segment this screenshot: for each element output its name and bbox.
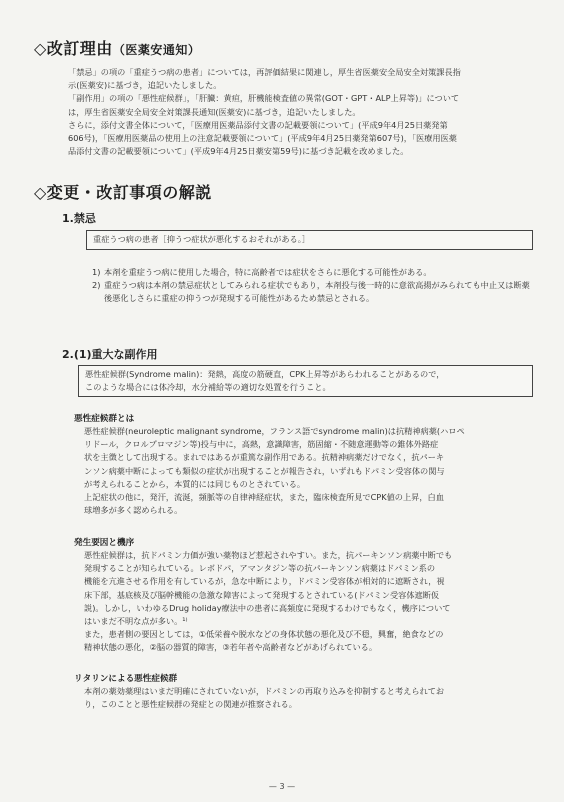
list-item	[92, 266, 532, 279]
text-line: 説)。しかし，いわゆるDrug holiday療法中の患者に高頻度に発現するわけでもなく，機序について	[84, 602, 451, 613]
text-line: はいまだ不明な点が多い。¹⁾	[84, 616, 188, 627]
list-item-text: 本剤を重症うつ病に使用した場合，特に高齢者では症状をさらに悪化する可能性がある。	[104, 267, 432, 277]
text-line: 上記症状の他に，発汗，流涎，頻脈等の自律神経症状，また，臨床検査所見でCPK値の上昇，白血	[84, 492, 444, 503]
change-explanation-title: ◇変更・改訂事項の解説	[34, 183, 212, 202]
text-line: 発現することが知られている。レボドパ，アマンタジン等の抗パーキンソン病薬はドパミン系の	[84, 563, 436, 574]
text-line: 床下部，基底核及び脳幹機能の急激な障害によって発現するとされている(ドパミン受容体遮断仮	[84, 589, 440, 600]
contraindication-items	[92, 266, 532, 306]
text-line: 悪性症候群(Syndrome malin)：発熱，高度の筋硬直，CPK上昇等があらわれることがあるので，	[85, 369, 445, 379]
text-line: 示(医薬安)に基づき，追記いたしました。	[68, 80, 222, 91]
contraindication-box-text: 重症うつ病の患者［抑うつ症状が悪化するおそれがある。］	[93, 234, 310, 244]
adverse-reaction-heading: 2.(1)重大な副作用	[62, 348, 158, 361]
revision-reason-title	[34, 36, 200, 59]
contraindication-box	[86, 230, 533, 250]
list-item-number: 2)	[92, 280, 101, 291]
text-line: 品添付文書の記載要領について」(平成9年4月25日薬安第59号)に基づき記載を改めました。	[68, 146, 409, 157]
text-line: 悪性症候群は，抗ドパミン力価が強い薬物ほど惹起されやすい。また，抗パーキンソン病薬中断でも	[84, 550, 453, 560]
contraindication-heading: 1.禁忌	[62, 212, 96, 225]
revision-reason-body	[68, 66, 528, 158]
text-line: り，このことと悪性症候群の発症との関連が推察される。	[84, 699, 297, 710]
text-line: は，厚生省医薬安全局安全対策課長通知(医薬安)に基づき，追記いたしました。	[68, 106, 361, 117]
cause-body	[84, 549, 534, 655]
list-item-text: 重症うつ病は本剤の禁忌症状としてみられる症状でもあり，本剤投与後一時的に意欲高揚がみられても中止又は断薬後悪化しさらに重症の抑うつが発現する可能性があるため禁忌とされる。	[104, 280, 530, 304]
text-line: 球増多が多く認められる。	[84, 505, 183, 516]
text-line: さらに，添付文書全体について，「医療用医薬品添付文書の記載要領について」(平成9年4月25日薬発第	[68, 119, 448, 130]
ritalin-body	[84, 685, 534, 711]
text-line: 本剤の薬効薬理はいまだ明確にされていないが，ドパミンの再取り込みを抑制すると考えられてお	[84, 686, 445, 696]
list-item	[92, 279, 532, 305]
ritalin-heading: リタリンによる悪性症候群	[74, 674, 178, 684]
text-line: ンソン病薬中断によっても類似の症状が出現することが報告され，いずれもドパミン受容体の関与	[84, 465, 445, 476]
text-line: このような場合には体冷却，水分補給等の適切な処置を行うこと。	[85, 382, 331, 393]
nms-heading: 悪性症候群とは	[74, 414, 135, 424]
page-number: — 3 —	[268, 782, 296, 791]
text-line: リドール，クロルプロマジン等)投与中に，高熱，意識障害，筋固縮・不随意運動等の錐体外路症	[84, 439, 439, 450]
revision-reason-title-text: ◇改訂理由	[34, 39, 113, 58]
nms-body	[84, 425, 534, 517]
text-line: 「副作用」の項の「悪性症候群」，「肝臓：黄疸，肝機能検査値の異常(GOT・GPT・ALP上昇等)」について	[68, 93, 460, 104]
text-line: 606号)，「医療用医薬品の使用上の注意記載要領について」(平成9年4月25日薬発第607号)，「医療用医薬	[68, 133, 457, 144]
text-line: 精神状態の悪化，②脳の器質的障害，③若年者や高齢者などがあげられている。	[84, 642, 378, 653]
text-line: 悪性症候群(neuroleptic malignant syndrome，フランス語でsyndrome malin)は抗精神病薬(ハロペ	[84, 426, 465, 436]
text-line: が考えられることから，本質的には同じものとされている。	[84, 478, 306, 489]
text-line: 「禁忌」の項の「重症うつ病の患者」については，再評価結果に関連し，厚生省医薬安全局安全対策課長指	[68, 67, 461, 77]
adverse-reaction-box	[78, 365, 533, 397]
text-line: 状を主徴として出現する。まれではあるが重篤な副作用である。抗精神病薬だけでなく，抗パーキ	[84, 452, 445, 463]
text-line: 機能を亢進させる作用を有しているが，急な中断により，ドパミン受容体が相対的に遮断され，視	[84, 576, 445, 587]
revision-reason-title-paren: （医薬安通知）	[112, 43, 201, 57]
cause-heading: 発生要因と機序	[74, 538, 135, 548]
text-line: また，患者側の要因としては，①低栄養や脱水などの身体状態の悪化及び不穏，興奮，絶食などの	[84, 629, 444, 640]
list-item-number: 1)	[92, 267, 101, 277]
